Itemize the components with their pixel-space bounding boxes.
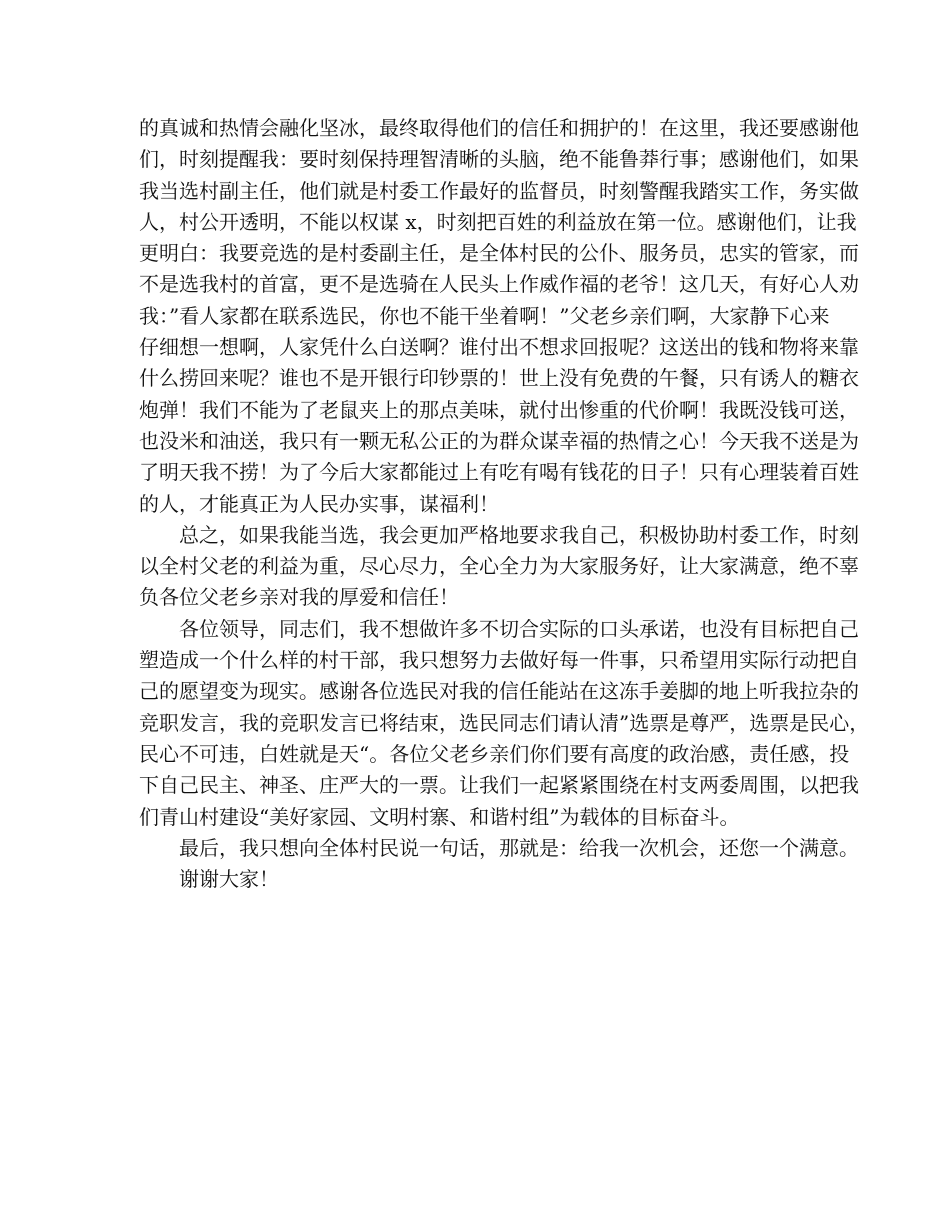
text-line: 我：”看人家都在联系选民，你也不能干坐着啊！”父老乡亲们啊，大家静下心来 — [139, 303, 830, 328]
text-line: 们青山村建设“美好家园、文明村寨、和谐村组”为载体的目标奋斗。 — [139, 804, 740, 829]
text-line: 各位领导，同志们，我不想做许多不切合实际的口头承诺，也没有目标把自己 — [179, 616, 859, 641]
text-line: 人，村公开透明，不能以权谋 x，时刻把百姓的利益放在第一位。感谢他们，让我 — [139, 209, 857, 234]
text-line: 总之，如果我能当选，我会更加严格地要求我自己，积极协助村委工作，时刻 — [179, 522, 859, 547]
text-line: 什么捞回来呢？谁也不是开银行印钞票的！世上没有免费的午餐，只有诱人的糖衣 — [139, 366, 859, 391]
paragraph-2 — [139, 520, 859, 614]
paragraph-4 — [139, 833, 859, 864]
text-line: 我当选村副主任，他们就是村委工作最好的监督员，时刻警醒我踏实工作，务实做 — [139, 178, 859, 203]
text-line: 下自己民主、神圣、庄严大的一票。让我们一起紧紧围绕在村支两委周围，以把我 — [139, 773, 859, 798]
text-line: 民心不可违，白姓就是天“。各位父老乡亲们你们要有高度的政治感，责任感，投 — [139, 741, 850, 766]
paragraph-3 — [139, 614, 870, 833]
paragraph-5 — [139, 864, 823, 895]
text-line: 负各位父老乡亲对我的厚爱和信任！ — [139, 585, 459, 610]
closing-line: 谢谢大家！ — [179, 867, 279, 892]
text-line: 们，时刻提醒我：要时刻保持理智清晰的头脑，绝不能鲁莽行事；感谢他们，如果 — [139, 147, 859, 172]
text-line: 最后，我只想向全体村民说一句话，那就是：给我一次机会，还您一个满意。 — [179, 835, 859, 860]
text-line: 仔细想一想啊，人家凭什么白送啊？谁付出不想求回报呢？这送出的钱和物将来靠 — [139, 335, 859, 360]
text-line: 了明天我不捞！为了今后大家都能过上有吃有喝有钱花的日子！只有心理装着百姓 — [139, 460, 859, 485]
document-page — [139, 113, 870, 895]
text-line: 竞职发言，我的竞职发言已将结束，选民同志们请认清”选票是尊严，选票是民心， — [139, 710, 870, 735]
paragraph-1 — [139, 113, 859, 520]
text-line: 也没米和油送，我只有一颗无私公正的为群众谋幸福的热情之心！今天我不送是为 — [139, 428, 859, 453]
text-line: 塑造成一个什么样的村干部，我只想努力去做好每一件事，只希望用实际行动把自 — [139, 648, 859, 673]
text-line: 以全村父老的利益为重，尽心尽力，全心全力为大家服务好，让大家满意，绝不辜 — [139, 554, 859, 579]
text-line: 的人，才能真正为人民办实事，谋福利！ — [139, 491, 499, 516]
text-line: 炮弹！我们不能为了老鼠夹上的那点美味，就付出惨重的代价啊！我既没钱可送， — [139, 397, 859, 422]
text-line: 己的愿望变为现实。感谢各位选民对我的信任能站在这冻手姜脚的地上听我拉杂的 — [139, 679, 859, 704]
text-line: 不是选我村的首富，更不是选骑在人民头上作威作福的老爷！这几天，有好心人劝 — [139, 272, 859, 297]
text-line: 更明白：我要竞选的是村委副主任，是全体村民的公仆、服务员，忠实的管家，而 — [139, 241, 859, 266]
text-line: 的真诚和热情会融化坚冰，最终取得他们的信任和拥护的！在这里，我还要感谢他 — [139, 116, 859, 140]
